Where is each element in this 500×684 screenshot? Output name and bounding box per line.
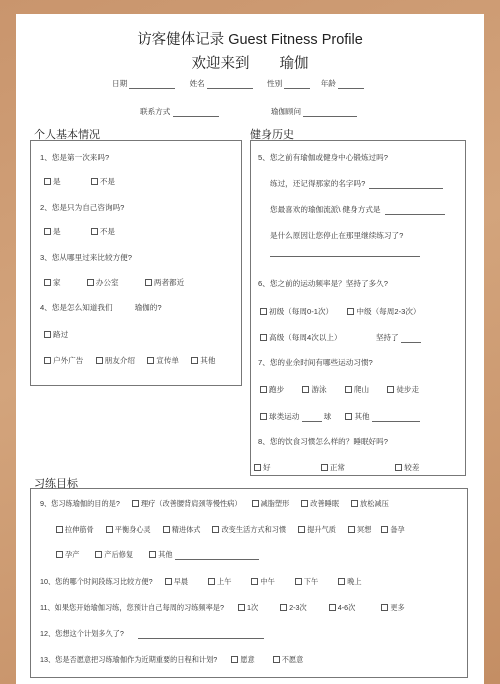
checkbox-icon (44, 228, 51, 235)
q6-high-option[interactable]: 高级（每周4次以上） (260, 333, 342, 342)
checkbox-icon (329, 604, 336, 611)
gender-field[interactable] (284, 80, 310, 89)
date-field[interactable] (129, 80, 175, 89)
q7-ball-field[interactable] (302, 413, 322, 422)
checkbox-icon (345, 386, 352, 393)
info-row-2 (140, 106, 357, 117)
checkbox-icon (273, 656, 280, 663)
q4-other-option[interactable]: 其他 (191, 356, 215, 365)
q6-options-1 (260, 306, 421, 317)
q12-duration-field[interactable] (138, 630, 264, 639)
checkbox-icon (96, 357, 103, 364)
q9-option-7[interactable]: 精进体式 (163, 525, 201, 534)
q2-options (44, 226, 115, 237)
q13-line: 13、您是否愿意把习练瑜伽作为近期重要的日程和计划? 愿意 不愿意 (40, 655, 304, 664)
q8-options (254, 462, 419, 473)
q3-office-option[interactable]: 办公室 (87, 278, 119, 287)
q7-climb-option[interactable]: 爬山 (345, 385, 369, 394)
q8-normal-option[interactable]: 正常 (321, 463, 345, 472)
checkbox-icon (44, 279, 51, 286)
q6-text: 6、您之前的运动频率是？坚持了多久? (258, 279, 388, 288)
q7-text: 7、您的业余时间有哪些运动习惯? (258, 358, 373, 367)
checkbox-icon (351, 500, 358, 507)
q9-line-2 (56, 525, 405, 535)
q9-option-14[interactable]: 其他 (149, 550, 172, 559)
checkbox-icon (301, 500, 308, 507)
q6-options-2: 高级（每周4次以上） 坚持了 (260, 332, 421, 343)
q4-friend-option[interactable]: 朋友介绍 (96, 356, 135, 365)
q10-option-5[interactable]: 晚上 (338, 577, 361, 586)
checkbox-icon (95, 551, 102, 558)
q10-line: 10、您的哪个时间段练习比较方便? 早晨 上午 中午 下午 晚上 (40, 577, 362, 586)
checkbox-icon (231, 656, 238, 663)
age-field[interactable] (338, 80, 364, 89)
q5-reason-field[interactable] (270, 256, 420, 257)
checkbox-icon (44, 357, 51, 364)
q3-home-option[interactable]: 家 (44, 278, 61, 287)
checkbox-icon (347, 308, 354, 315)
q9-line-1: 9、您习练瑜伽的目的是? 理疗（改善腰背肩颈等慢性病） 减脂塑形 改善睡眠 放松减压 (40, 499, 389, 508)
checkbox-icon (238, 604, 245, 611)
checkbox-icon (56, 551, 63, 558)
checkbox-icon (44, 178, 51, 185)
q9-other-field[interactable] (175, 551, 259, 560)
checkbox-icon (298, 526, 305, 533)
q4-pass-option[interactable]: 路过 (44, 329, 68, 340)
checkbox-icon (87, 279, 94, 286)
checkbox-icon (91, 178, 98, 185)
checkbox-icon (191, 357, 198, 364)
q10-option-3[interactable]: 中午 (251, 577, 274, 586)
name-field[interactable] (207, 80, 253, 89)
q7-options-1 (260, 384, 419, 395)
q8-good-option[interactable]: 好 (254, 463, 271, 472)
checkbox-icon (280, 604, 287, 611)
name-label: 姓名 (189, 79, 205, 88)
age-label: 年龄 (320, 79, 336, 88)
checkbox-icon (56, 526, 63, 533)
q5-style-field[interactable] (385, 206, 445, 215)
q7-ball-option[interactable]: 球类运动 (260, 412, 299, 421)
q6-duration-field[interactable] (401, 334, 421, 343)
checkbox-icon (106, 526, 113, 533)
q6-mid-option[interactable]: 中级（每周2-3次） (347, 307, 420, 316)
q6-low-option[interactable]: 初级（每周0-1次） (260, 307, 333, 316)
q11-line: 11、如果您开始瑜伽习练，您预计自己每周的习练频率是? 1次 2-3次 4-6次 更多 (40, 603, 405, 612)
page-title: 访客健体记录 Guest Fitness Profile (137, 32, 363, 48)
q7-swim-option[interactable]: 游泳 (302, 385, 326, 394)
checkbox-icon (381, 526, 388, 533)
q9-option-10[interactable]: 冥想 (348, 525, 371, 534)
q2-no-option[interactable]: 不是 (91, 227, 115, 236)
checkbox-icon (132, 500, 139, 507)
q5-gym-name-field[interactable] (369, 180, 443, 189)
q8-text: 8、您的饮食习惯怎么样的？睡眠好吗? (258, 437, 388, 446)
gender-label: 性别 (267, 79, 283, 88)
checkbox-icon (295, 578, 302, 585)
checkbox-icon (260, 308, 267, 315)
q4-ad-option[interactable]: 户外广告 (44, 356, 83, 365)
welcome-line (16, 52, 484, 73)
q1-text: 1、您是第一次来吗? (40, 153, 110, 162)
q9-option-2[interactable]: 减脂塑形 (252, 499, 290, 508)
checkbox-icon (381, 604, 388, 611)
checkbox-icon (260, 386, 267, 393)
checkbox-icon (212, 526, 219, 533)
q2-text: 2、您是只为自己咨询吗? (40, 203, 125, 212)
checkbox-icon (91, 228, 98, 235)
checkbox-icon (254, 464, 261, 471)
checkbox-icon (208, 578, 215, 585)
q1-no-option[interactable]: 不是 (91, 177, 115, 186)
q9-option-11[interactable]: 备孕 (381, 525, 404, 534)
q7-hike-option[interactable]: 徒步走 (387, 385, 419, 394)
q13-no-option[interactable]: 不愿意 (273, 655, 304, 664)
q11-option-1[interactable]: 1次 (238, 603, 258, 612)
checkbox-icon (163, 526, 170, 533)
q11-option-2[interactable]: 2-3次 (280, 603, 307, 612)
q3-text: 3、您从哪里过来比较方便? (40, 253, 132, 262)
checkbox-icon (44, 331, 51, 338)
q11-option-3[interactable]: 4-6次 (329, 603, 356, 612)
q4-text: 4、您是怎么知道我们 瑜伽的? (40, 303, 162, 312)
q3-both-option[interactable]: 两者都近 (145, 278, 184, 287)
advisor-field[interactable] (303, 108, 357, 117)
q8-poor-option[interactable]: 较差 (395, 463, 419, 472)
q5-text: 5、您之前有瑜伽或健身中心锻炼过吗? (258, 153, 388, 162)
advisor-label: 瑜伽顾问 (270, 107, 302, 116)
section-health-title: 健身历史 (250, 129, 294, 141)
q7-other-option[interactable]: 其他 (345, 412, 369, 421)
checkbox-icon (348, 526, 355, 533)
q10-option-2[interactable]: 上午 (208, 577, 231, 586)
q4-options (44, 355, 215, 366)
q1-options (44, 176, 115, 187)
q3-options (44, 277, 184, 288)
q5-sub-a: 练过，还记得那家的名字吗? (270, 178, 443, 189)
q2-yes-option[interactable]: 是 (44, 227, 61, 236)
q7-options-2: 球类运动 球 其他 (260, 411, 420, 422)
form-sheet (16, 14, 484, 684)
q7-other-field[interactable] (372, 413, 420, 422)
checkbox-icon (260, 334, 267, 341)
q5-sub-b: 您最喜欢的瑜伽流派\ 健身方式是 (270, 204, 445, 215)
contact-label: 联系方式 (140, 107, 171, 116)
checkbox-icon (145, 279, 152, 286)
checkbox-icon (165, 578, 172, 585)
checkbox-icon (321, 464, 328, 471)
q9-option-3[interactable]: 改善睡眠 (301, 499, 339, 508)
q12-line: 12、您想这个计划多久了? (40, 629, 264, 639)
checkbox-icon (149, 551, 156, 558)
q5-sub-c: 是什么原因让您停止在那里继续练习了? (270, 231, 404, 240)
q10-option-4[interactable]: 下午 (295, 577, 318, 586)
checkbox-icon (387, 386, 394, 393)
q10-option-1[interactable]: 早晨 (165, 577, 188, 586)
checkbox-icon (302, 386, 309, 393)
section-personal-title: 个人基本情况 (34, 129, 100, 141)
q9-option-8[interactable]: 改变生活方式和习惯 (212, 525, 286, 534)
checkbox-icon (338, 578, 345, 585)
checkbox-icon (147, 357, 154, 364)
contact-field[interactable] (173, 108, 219, 117)
q11-option-4[interactable]: 更多 (381, 603, 404, 612)
q9-line-3 (56, 550, 259, 560)
section-goals-title: 习练目标 (34, 478, 78, 490)
q1-yes-option[interactable]: 是 (44, 177, 61, 186)
date-label: 日期 (112, 79, 128, 88)
q7-run-option[interactable]: 跑步 (260, 385, 284, 394)
q9-option-5[interactable]: 拉伸筋骨 (56, 525, 94, 534)
info-row-1 (112, 78, 364, 89)
welcome-prefix: 欢迎来到 (191, 56, 250, 72)
q9-option-12[interactable]: 孕产 (56, 550, 79, 559)
welcome-suffix: 瑜伽 (279, 56, 309, 72)
q9-option-4[interactable]: 放松减压 (351, 499, 389, 508)
checkbox-icon (252, 500, 259, 507)
q9-option-1[interactable]: 理疗（改善腰背肩颈等慢性病） (132, 499, 242, 508)
q9-option-13[interactable]: 产后修复 (95, 550, 133, 559)
q13-yes-option[interactable]: 愿意 (231, 655, 254, 664)
checkbox-icon (395, 464, 402, 471)
q4-flyer-option[interactable]: 宣传单 (147, 356, 179, 365)
q9-option-6[interactable]: 平衡身心灵 (106, 525, 151, 534)
checkbox-icon (260, 413, 267, 420)
q9-option-9[interactable]: 提升气质 (298, 525, 336, 534)
checkbox-icon (345, 413, 352, 420)
checkbox-icon (251, 578, 258, 585)
